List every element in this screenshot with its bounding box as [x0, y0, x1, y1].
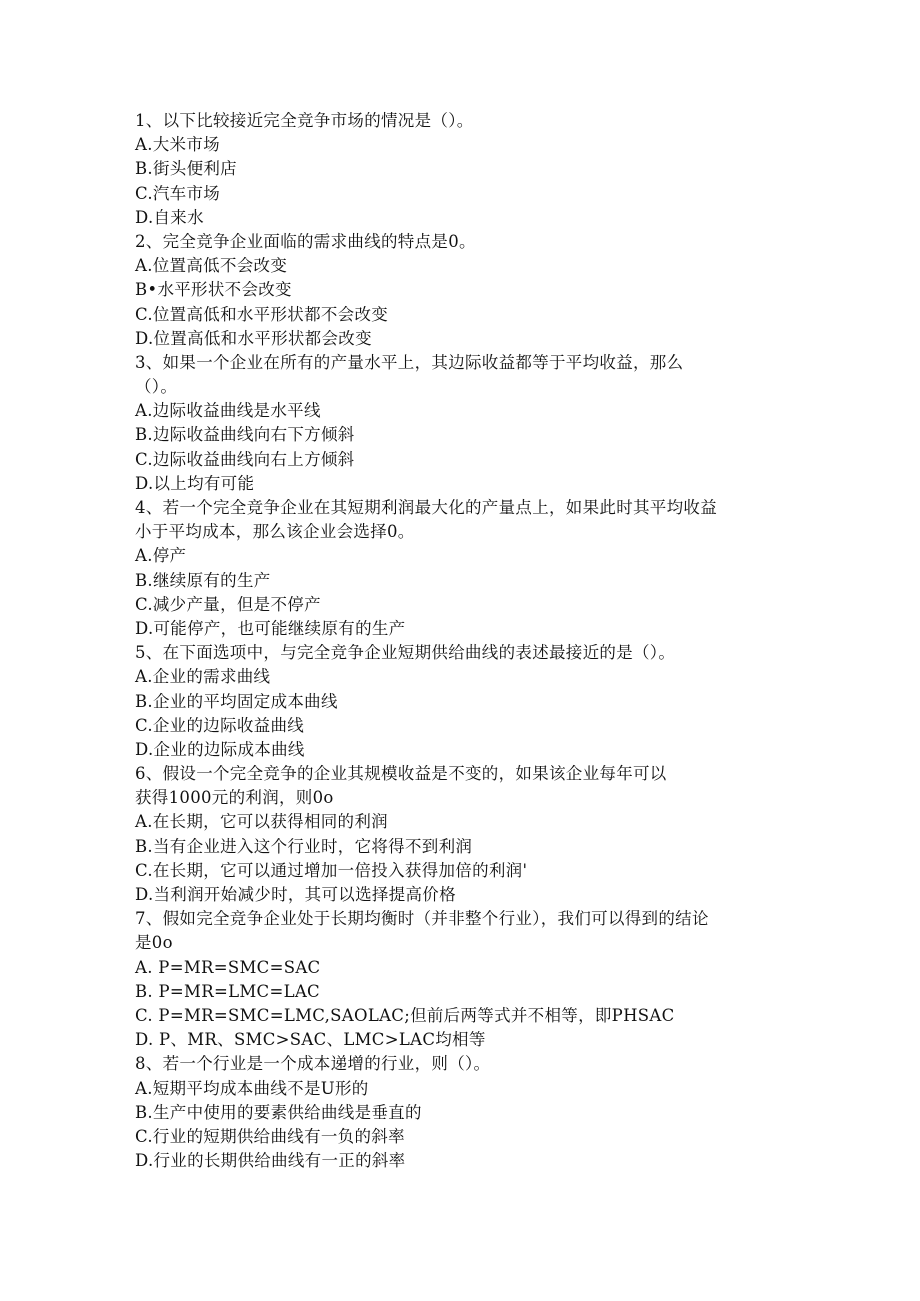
question-1: 1、以下比较接近完全竞争市场的情况是（）。: [135, 111, 474, 130]
question-3: 3、如果一个企业在所有的产量水平上，其边际收益都等于平均收益，那么: [135, 352, 684, 372]
option-4c: C.减少产量，但是不停产: [135, 594, 321, 614]
option-7b: B. P=MR=LMC=LAC: [135, 981, 320, 1001]
option-3c: C.边际收益曲线向右上方倾斜: [135, 449, 355, 469]
option-7d: D. P、MR、SMC>SAC、LMC>LAC均相等: [135, 1030, 486, 1050]
option-4d: D.可能停产，也可能继续原有的生产: [135, 618, 406, 638]
option-3b: B.边际收益曲线向右下方倾斜: [135, 425, 355, 445]
option-6d: D.当利润开始减少时，其可以选择提高价格: [135, 885, 456, 904]
option-6b: B.当有企业进入这个行业时，它将得不到利润: [135, 836, 473, 856]
question-5: 5、在下面选项中，与完全竞争企业短期供给曲线的表述最接近的是（）。: [135, 643, 676, 663]
option-1a: A.大米市场: [135, 135, 220, 155]
option-1b: B.街头便利店: [135, 159, 237, 179]
option-2d: D.位置高低和水平形状都会改变: [135, 328, 372, 348]
question-7-cont: 是0o: [135, 933, 173, 953]
question-7: 7、假如完全竞争企业处于长期均衡时（并非整个行业），我们可以得到的结论: [135, 909, 709, 929]
option-4b: B.继续原有的生产: [135, 570, 271, 590]
option-2a: A.位置高低不会改变: [135, 256, 288, 276]
option-6a: A.在长期，它可以获得相同的利润: [135, 812, 388, 832]
question-3-cont: （）。: [135, 377, 178, 397]
question-6: 6、假设一个完全竞争的企业其规模收益是不变的，如果该企业每年可以: [135, 764, 667, 784]
option-7c: C. P=MR=SMC=LMC,SAOLAC;但前后两等式并不相等，即PHSAC: [135, 1005, 675, 1025]
question-2: 2、完全竞争企业面临的需求曲线的特点是0。: [135, 231, 476, 251]
option-5c: C.企业的边际收益曲线: [135, 715, 305, 735]
option-8b: B.生产中使用的要素供给曲线是垂直的: [135, 1102, 422, 1122]
option-8d: D.行业的长期供给曲线有一正的斜率: [135, 1151, 406, 1171]
option-5a: A.企业的需求曲线: [135, 667, 271, 687]
question-6-cont: 获得1000元的利润，则0o: [135, 788, 334, 808]
question-4: 4、若一个完全竞争企业在其短期利润最大化的产量点上，如果此时其平均收益: [135, 498, 717, 517]
option-2c: C.位置高低和水平形状都不会改变: [135, 304, 389, 324]
document-page: [135, 109, 785, 1173]
option-1d: D.自来水: [135, 207, 204, 227]
question-4-cont: 小于平均成本，那么该企业会选择0。: [135, 522, 415, 542]
option-3d: D.以上均有可能: [135, 473, 255, 493]
option-1c: C.汽车市场: [135, 183, 221, 203]
option-8a: A.短期平均成本曲线不是U形的: [135, 1078, 369, 1098]
option-5d: D.企业的边际成本曲线: [135, 739, 305, 759]
option-5b: B.企业的平均固定成本曲线: [135, 691, 338, 711]
option-2b: B•水平形状不会改变: [135, 280, 292, 300]
option-6c: C.在长期，它可以通过增加一倍投入获得加倍的利润': [135, 860, 528, 880]
option-4a: A.停产: [135, 546, 187, 566]
question-8: 8、若一个行业是一个成本递增的行业，则（）。: [135, 1054, 491, 1074]
option-3a: A.边际收益曲线是水平线: [135, 401, 321, 421]
option-7a: A. P=MR=SMC=SAC: [135, 957, 321, 977]
option-8c: C.行业的短期供给曲线有一负的斜率: [135, 1126, 405, 1146]
